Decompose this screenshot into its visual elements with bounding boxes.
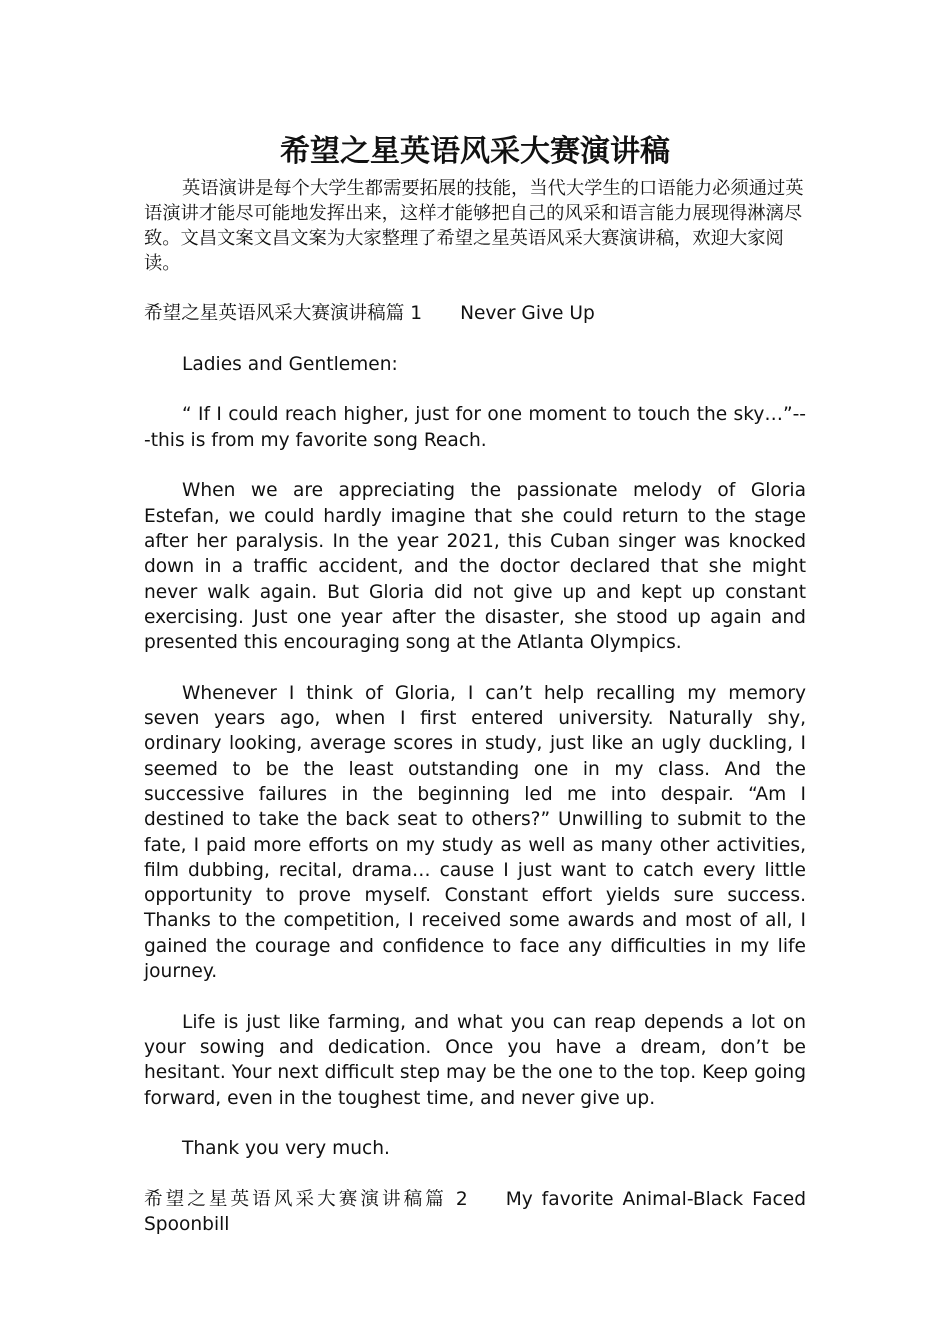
spacer xyxy=(144,327,806,352)
quote-paragraph: “ If I could reach higher, just for one moment to touch the sky…”---this is from my favorite song Reach. xyxy=(144,404,806,451)
body-paragraph-1: When we are appreciating the passionate melody of Gloria Estefan, we could hardly imagine that she could return to the stage after her paralysis. In the year 2021, this Cuban singer was knocked down in a traffic accident, and the doctor declared that she might never walk again. But Gloria did not give up and kept up constant exercising. Just one year after the disaster, she stood up again and presented this encouraging song at the Atlanta Olympics. xyxy=(144,480,806,654)
spacer xyxy=(144,276,806,301)
section2-label: 希望之星英语风采大赛演讲稿篇 2 xyxy=(144,1188,468,1210)
section2-subtitle: My favorite Animal-Black Faced Spoonbill xyxy=(144,1188,806,1235)
document-title: 希望之星英语风采大赛演讲稿 xyxy=(280,134,670,169)
section2-heading xyxy=(144,1187,806,1238)
section1-subtitle: Never Give Up xyxy=(460,303,595,325)
section1-label: 希望之星英语风采大赛演讲稿篇 1 xyxy=(144,303,423,325)
body-paragraph-2: Whenever I think of Gloria, I can’t help recalling my memory seven years ago, when I first entered university. Naturally shy, ordinary looking, average scores in study, just like an ugly duckling, I seemed to be the least outstanding one in my class. And the successive failures in the beginning led me into despair. “Am I destined to take the back seat to others?” Unwilling to submit to the fate, I paid more efforts on my study as well as many other activities, film dubbing, recital, drama… cause I just want to catch every little opportunity to prove myself. Constant effort yields sure success. Thanks to the competition, I received some awards and most of all, I gained the courage and confidence to face any difficulties in my life journey. xyxy=(144,682,806,983)
intro-paragraph: 英语演讲是每个大学生都需要拓展的技能，当代大学生的口语能力必须通过英语演讲才能尽可能地发挥出来，这样才能够把自己的风采和语言能力展现得淋漓尽致。文昌文案文昌文案为大家整理了希望之星英语风采大赛演讲稿，欢迎大家阅读。 xyxy=(144,178,804,274)
spacer xyxy=(144,377,806,402)
section1-heading xyxy=(144,301,806,326)
closing-line: Thank you very much. xyxy=(182,1138,390,1160)
spacer xyxy=(144,984,806,1009)
spacer xyxy=(144,655,806,680)
body-paragraph-3: Life is just like farming, and what you can reap depends a lot on your sowing and dedication. Once you have a dream, don’t be hesitant. Your next difficult step may be the one to the top. Keep going forward, even in the toughest time, and never give up. xyxy=(144,1011,806,1109)
document-page xyxy=(144,130,806,1237)
spacer xyxy=(144,453,806,478)
spacer xyxy=(144,1161,806,1186)
spacer xyxy=(144,1111,806,1136)
salutation: Ladies and Gentlemen: xyxy=(182,353,398,375)
